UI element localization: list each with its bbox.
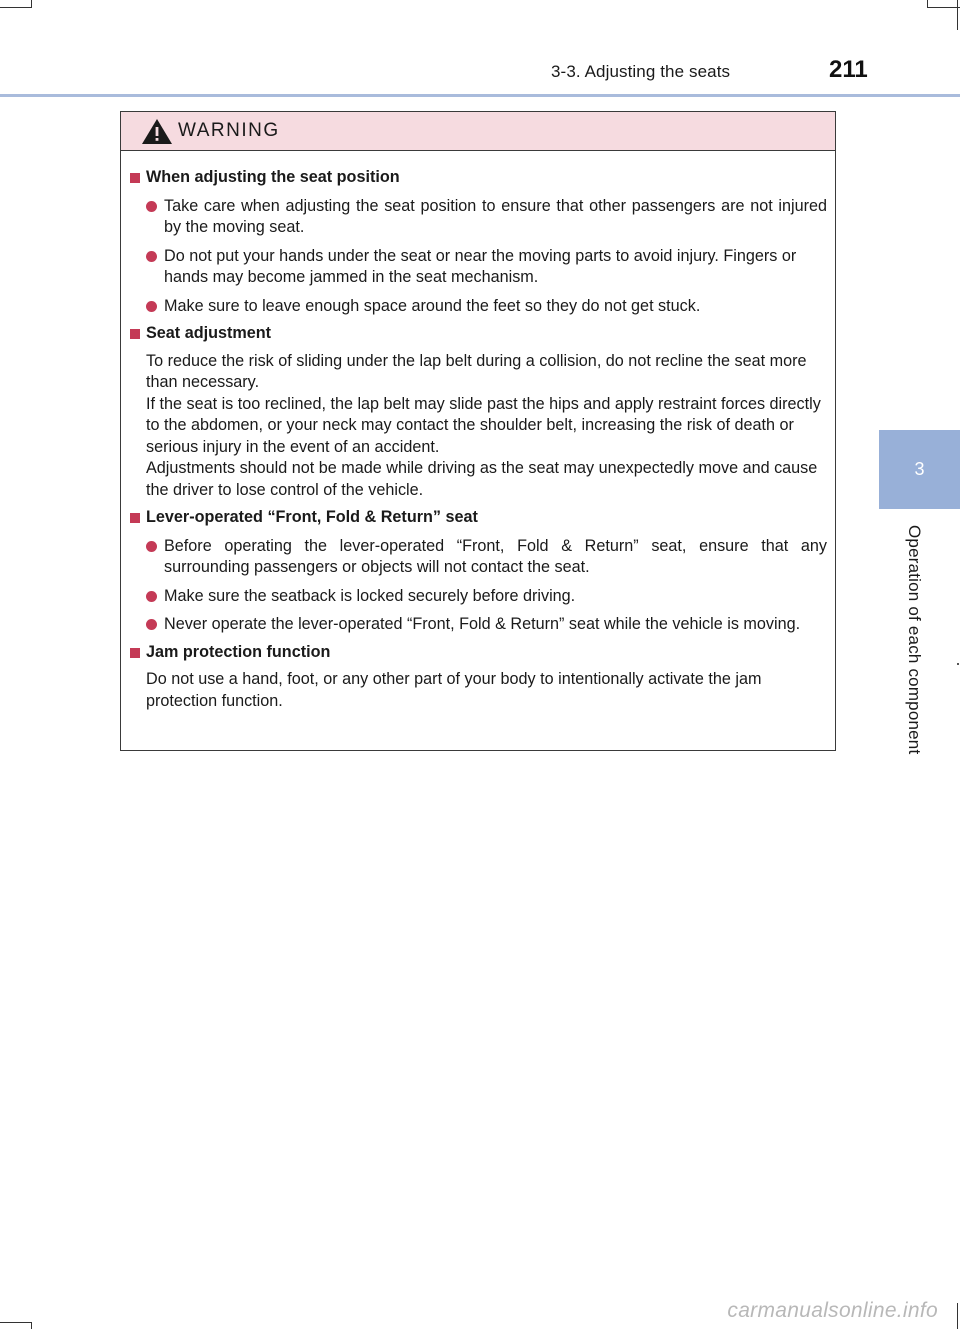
crop-mark	[927, 7, 960, 8]
dot-bullet-icon	[146, 541, 157, 552]
square-bullet-icon	[130, 329, 140, 339]
paragraph: Adjustments should not be made while driving as the seat may unexpectedly move and cause the driver to lose control of the vehicle.	[146, 459, 818, 499]
dot-bullet-icon	[146, 301, 157, 312]
list-item: Make sure the seatback is locked securely before driving.	[130, 586, 827, 608]
chapter-label: Operation of each component	[905, 525, 924, 755]
section-title: 3-3. Adjusting the seats	[551, 62, 731, 81]
crop-mark	[31, 0, 32, 7]
page-number: 211	[829, 56, 868, 83]
square-bullet-icon	[130, 513, 140, 523]
warning-body	[121, 151, 835, 712]
paragraph: If the seat is too reclined, the lap belt may slide past the hips and apply restraint forces directly to the abdomen, or your neck may contact the shoulder belt, increasing the risk of death or serious injury in the event of an accident.	[146, 394, 821, 456]
square-bullet-icon	[130, 173, 140, 183]
section-heading: Seat adjustment	[130, 323, 827, 345]
section-heading: When adjusting the seat position	[130, 167, 827, 189]
header-divider	[0, 94, 960, 97]
watermark: carmanualsonline.info	[727, 1299, 938, 1322]
warning-box	[120, 111, 836, 751]
chapter-tab	[879, 430, 960, 509]
crop-mark	[0, 7, 32, 8]
dot-bullet-icon	[146, 201, 157, 212]
chapter-number: 3	[914, 459, 925, 479]
warning-header	[121, 112, 835, 151]
crop-mark	[957, 0, 958, 30]
square-bullet-icon	[130, 648, 140, 658]
crop-mark	[31, 1322, 32, 1329]
warning-title: WARNING	[178, 120, 280, 141]
list-item: Before operating the lever-operated “Front, Fold & Return” seat, ensure that any surrounding passengers or objects will not contact the seat.	[130, 536, 827, 579]
crop-mark	[0, 1322, 32, 1323]
list-item: Make sure to leave enough space around the feet so they do not get stuck.	[130, 296, 827, 318]
edge-tick	[957, 663, 959, 665]
section-heading: Lever-operated “Front, Fold & Return” seat	[130, 507, 827, 529]
warning-triangle-icon	[140, 117, 174, 146]
list-item: Take care when adjusting the seat position to ensure that other passengers are not injured by the moving seat.	[130, 196, 827, 239]
section-heading: Jam protection function	[130, 642, 827, 664]
dot-bullet-icon	[146, 619, 157, 630]
list-item: Do not put your hands under the seat or near the moving parts to avoid injury. Fingers or hands may become jammed in the seat mechanism.	[130, 246, 827, 289]
dot-bullet-icon	[146, 251, 157, 262]
paragraph: To reduce the risk of sliding under the lap belt during a collision, do not recline the seat more than necessary.	[146, 351, 807, 391]
crop-mark	[927, 0, 928, 7]
paragraph: Do not use a hand, foot, or any other part of your body to intentionally activate the jam protection function.	[146, 670, 762, 710]
list-item: Never operate the lever-operated “Front, Fold & Return” seat while the vehicle is moving.	[130, 614, 827, 636]
crop-mark	[957, 1303, 958, 1329]
dot-bullet-icon	[146, 591, 157, 602]
paragraph-block	[130, 351, 827, 502]
paragraph-block	[130, 669, 827, 712]
